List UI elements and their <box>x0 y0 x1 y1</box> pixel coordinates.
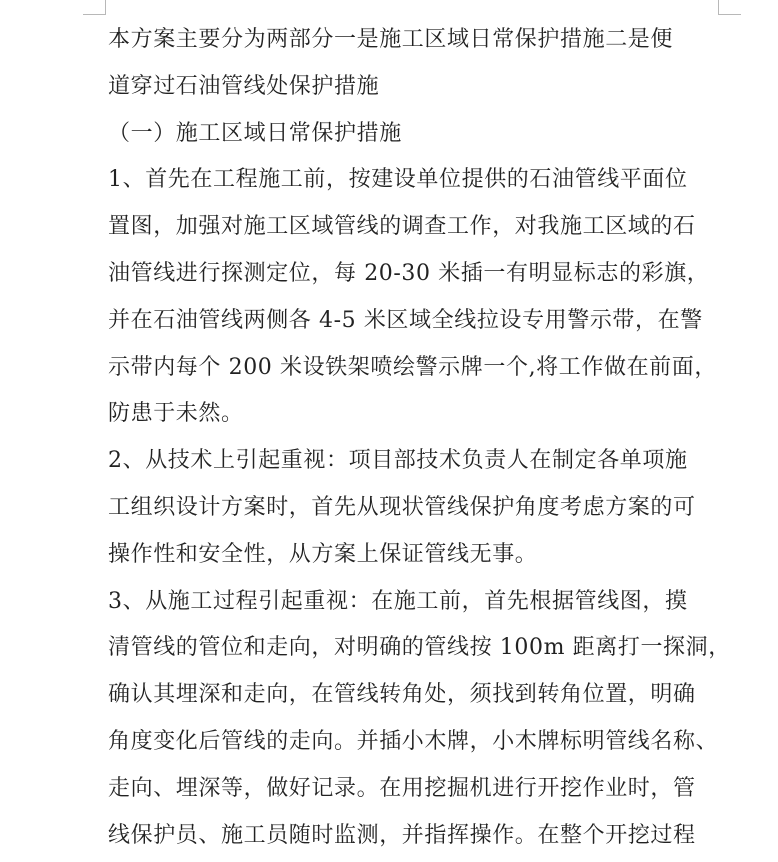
text-line: 油管线进行探测定位，每 20-30 米插一有明显标志的彩旗， <box>108 260 710 286</box>
text-line: 走向、埋深等，做好记录。在用挖掘机进行开挖作业时，管 <box>108 775 696 801</box>
text-line: 1、首先在工程施工前，按建设单位提供的石油管线平面位 <box>108 167 688 193</box>
text-line: 工组织设计方案时，首先从现状管线保护角度考虑方案的可 <box>108 494 696 520</box>
text-line: 确认其埋深和走向，在管线转角处，须找到转角位置，明确 <box>108 682 696 708</box>
text-line: 操作性和安全性，从方案上保证管线无事。 <box>108 541 538 567</box>
document-body[interactable] <box>108 20 731 862</box>
text-line: 防患于未然。 <box>108 401 244 427</box>
text-line: 角度变化后管线的走向。并插小木牌，小木牌标明管线名称、 <box>108 728 719 754</box>
text-line: 本方案主要分为两部分一是施工区域日常保护措施二是便 <box>108 27 674 52</box>
text-line: 示带内每个 200 米设铁架喷绘警示牌一个,将工作做在前面， <box>108 354 717 380</box>
text-line: 清管线的管位和走向，对明确的管线按 100m 距离打一探洞， <box>108 635 731 661</box>
text-line: 道穿过石油管线处保护措施 <box>108 73 380 99</box>
text-line: 线保护员、施工员随时监测，并指挥操作。在整个开挖过程 <box>108 822 696 848</box>
text-line: 3、从施工过程引起重视：在施工前，首先根据管线图，摸 <box>108 588 688 614</box>
text-line: 2、从技术上引起重视：项目部技术负责人在制定各单项施 <box>108 448 688 474</box>
text-line: 并在石油管线两侧各 4-5 米区域全线拉设专用警示带，在警 <box>108 307 703 333</box>
section-heading: （一）施工区域日常保护措施 <box>108 120 402 146</box>
crop-mark-top-right <box>718 0 741 15</box>
text-line: 置图，加强对施工区域管线的调查工作，对我施工区域的石 <box>108 214 696 240</box>
crop-mark-top-left <box>83 0 106 15</box>
